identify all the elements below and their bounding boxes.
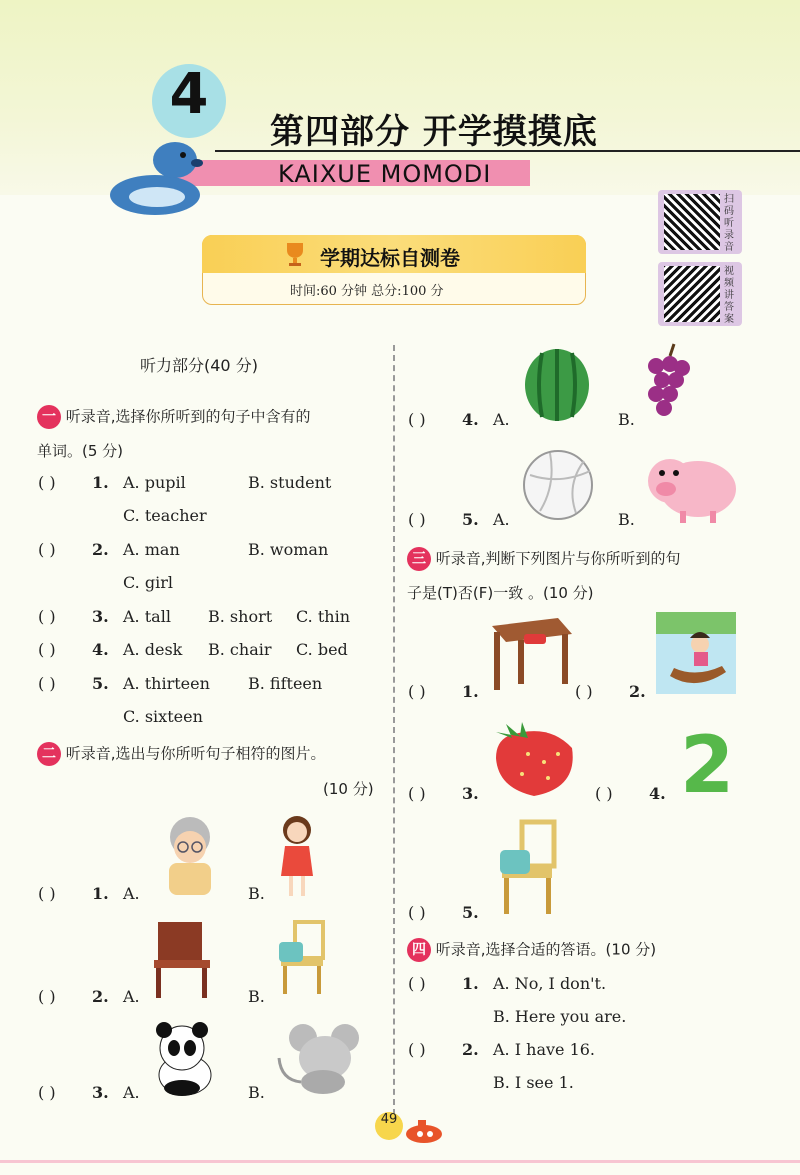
- qr-label: 扫码听录音: [724, 194, 734, 253]
- grapes-icon: [642, 342, 692, 424]
- question-number: 2.: [92, 987, 109, 1006]
- option-c: C. teacher: [123, 506, 207, 525]
- section-instruction: 听录音,选出与你所听句子相符的图片。: [65, 744, 326, 763]
- section-badge: 二: [37, 742, 61, 766]
- answer-bracket[interactable]: ( ): [408, 682, 426, 701]
- section-1-points: 单词。(5 分): [37, 442, 124, 460]
- question-number: 5.: [462, 510, 479, 529]
- panda-icon: [150, 1020, 230, 1100]
- option-b: B. woman: [248, 540, 329, 559]
- answer-bracket[interactable]: ( ): [408, 974, 426, 993]
- option-a: A.: [123, 987, 140, 1006]
- grandma-icon: [155, 815, 225, 897]
- question-number: 2.: [462, 1040, 479, 1059]
- section-instruction: 听录音,选择你所听到的句子中含有的: [65, 407, 311, 426]
- section-badge: 三: [407, 547, 431, 571]
- page-subtitle: KAIXUE MOMODI: [278, 160, 492, 188]
- answer-bracket[interactable]: ( ): [38, 640, 56, 659]
- option-c: C. thin: [296, 607, 350, 626]
- option-a: A.: [493, 510, 510, 529]
- answer-bracket[interactable]: ( ): [595, 784, 613, 803]
- option-b: B. short: [208, 607, 273, 626]
- option-b: B. I see 1.: [493, 1073, 574, 1092]
- option-a: A. desk: [123, 640, 183, 659]
- qr-code-icon[interactable]: [664, 266, 720, 322]
- question-number: 3.: [462, 784, 479, 803]
- chair-with-bag-icon: [275, 918, 330, 998]
- unit-number: 4: [169, 62, 209, 127]
- question-number: 3.: [92, 607, 109, 626]
- banner-info: 时间:60 分钟 总分:100 分: [290, 284, 444, 299]
- girl-rowing-boat-icon: [656, 612, 736, 694]
- section-3-heading: [407, 547, 681, 571]
- section-4-heading: [407, 938, 656, 962]
- option-b: B.: [248, 1083, 265, 1102]
- qr-code-icon[interactable]: [664, 194, 720, 250]
- section-instruction: 听录音,判断下列图片与你所听到的句: [435, 549, 681, 568]
- number-two-icon: [674, 716, 735, 811]
- section-3-prompt: 子是(T)否(F)一致 。(10 分): [407, 584, 594, 602]
- question-number: 1.: [92, 473, 109, 492]
- page-number: 49: [375, 1112, 403, 1140]
- answer-bracket[interactable]: ( ): [575, 682, 593, 701]
- qr-label: 视频讲答案: [724, 266, 734, 325]
- section-2-points: (10 分): [323, 780, 374, 798]
- seal-mascot-icon: [105, 135, 215, 225]
- question-number: 5.: [92, 674, 109, 693]
- question-number: 1.: [462, 682, 479, 701]
- option-a: A. pupil: [123, 473, 186, 492]
- volleyball-icon: [520, 445, 596, 525]
- option-a: A. No, I don't.: [493, 974, 607, 993]
- girl-icon: [275, 812, 320, 902]
- answer-bracket[interactable]: ( ): [408, 903, 426, 922]
- question-number: 4.: [649, 784, 666, 803]
- banner-title: 学期达标自测卷: [320, 246, 460, 270]
- chair-icon: [150, 918, 216, 1002]
- question-number: 2.: [629, 682, 646, 701]
- qr-audio-box[interactable]: [658, 190, 742, 254]
- section-badge: 一: [37, 405, 61, 429]
- option-a: A. I have 16.: [493, 1040, 596, 1059]
- answer-bracket[interactable]: ( ): [408, 510, 426, 529]
- option-b: B.: [618, 510, 635, 529]
- answer-bracket[interactable]: ( ): [38, 607, 56, 626]
- footer-rule: [0, 1160, 800, 1163]
- watermelon-icon: [522, 345, 592, 425]
- answer-bracket[interactable]: ( ): [408, 410, 426, 429]
- mouse-icon: [275, 1020, 365, 1095]
- answer-bracket[interactable]: ( ): [38, 1083, 56, 1102]
- question-number: 5.: [462, 903, 479, 922]
- option-c: C. bed: [296, 640, 348, 659]
- question-number: 4.: [92, 640, 109, 659]
- section-instruction: 听录音,选择合适的答语。(10 分): [435, 940, 657, 959]
- option-b: B. Here you are.: [493, 1007, 627, 1026]
- strawberry-icon: [488, 718, 578, 798]
- desk-with-car-icon: [488, 612, 574, 694]
- option-b: B. chair: [208, 640, 272, 659]
- listening-heading: 听力部分(40 分): [140, 356, 258, 375]
- answer-bracket[interactable]: ( ): [38, 473, 56, 492]
- section-badge: 四: [407, 938, 431, 962]
- answer-bracket[interactable]: ( ): [38, 987, 56, 1006]
- page-title: 第四部分 开学摸摸底: [270, 112, 598, 152]
- option-b: B. fifteen: [248, 674, 323, 693]
- option-b: B.: [248, 884, 265, 903]
- svg-text:2: 2: [680, 721, 735, 811]
- question-number: 2.: [92, 540, 109, 559]
- column-divider: [393, 345, 395, 1115]
- question-number: 4.: [462, 410, 479, 429]
- option-b: B.: [618, 410, 635, 429]
- answer-bracket[interactable]: ( ): [408, 1040, 426, 1059]
- option-c: C. sixteen: [123, 707, 203, 726]
- answer-bracket[interactable]: ( ): [408, 784, 426, 803]
- option-a: A. tall: [123, 607, 171, 626]
- submarine-icon: [402, 1112, 446, 1146]
- question-number: 1.: [462, 974, 479, 993]
- section-2-heading: [37, 742, 326, 766]
- question-number: 1.: [92, 884, 109, 903]
- qr-video-box[interactable]: [658, 262, 742, 326]
- option-a: A. thirteen: [123, 674, 210, 693]
- question-number: 3.: [92, 1083, 109, 1102]
- chair-with-bag-icon: [496, 818, 560, 918]
- pig-icon: [640, 445, 740, 525]
- trophy-icon: [282, 240, 308, 268]
- option-c: C. girl: [123, 573, 173, 592]
- option-a: A.: [123, 884, 140, 903]
- option-b: B. student: [248, 473, 332, 492]
- option-a: A. man: [123, 540, 180, 559]
- option-b: B.: [248, 987, 265, 1006]
- answer-bracket[interactable]: ( ): [38, 884, 56, 903]
- option-a: A.: [123, 1083, 140, 1102]
- answer-bracket[interactable]: ( ): [38, 674, 56, 693]
- option-a: A.: [493, 410, 510, 429]
- section-1-heading: [37, 405, 311, 429]
- answer-bracket[interactable]: ( ): [38, 540, 56, 559]
